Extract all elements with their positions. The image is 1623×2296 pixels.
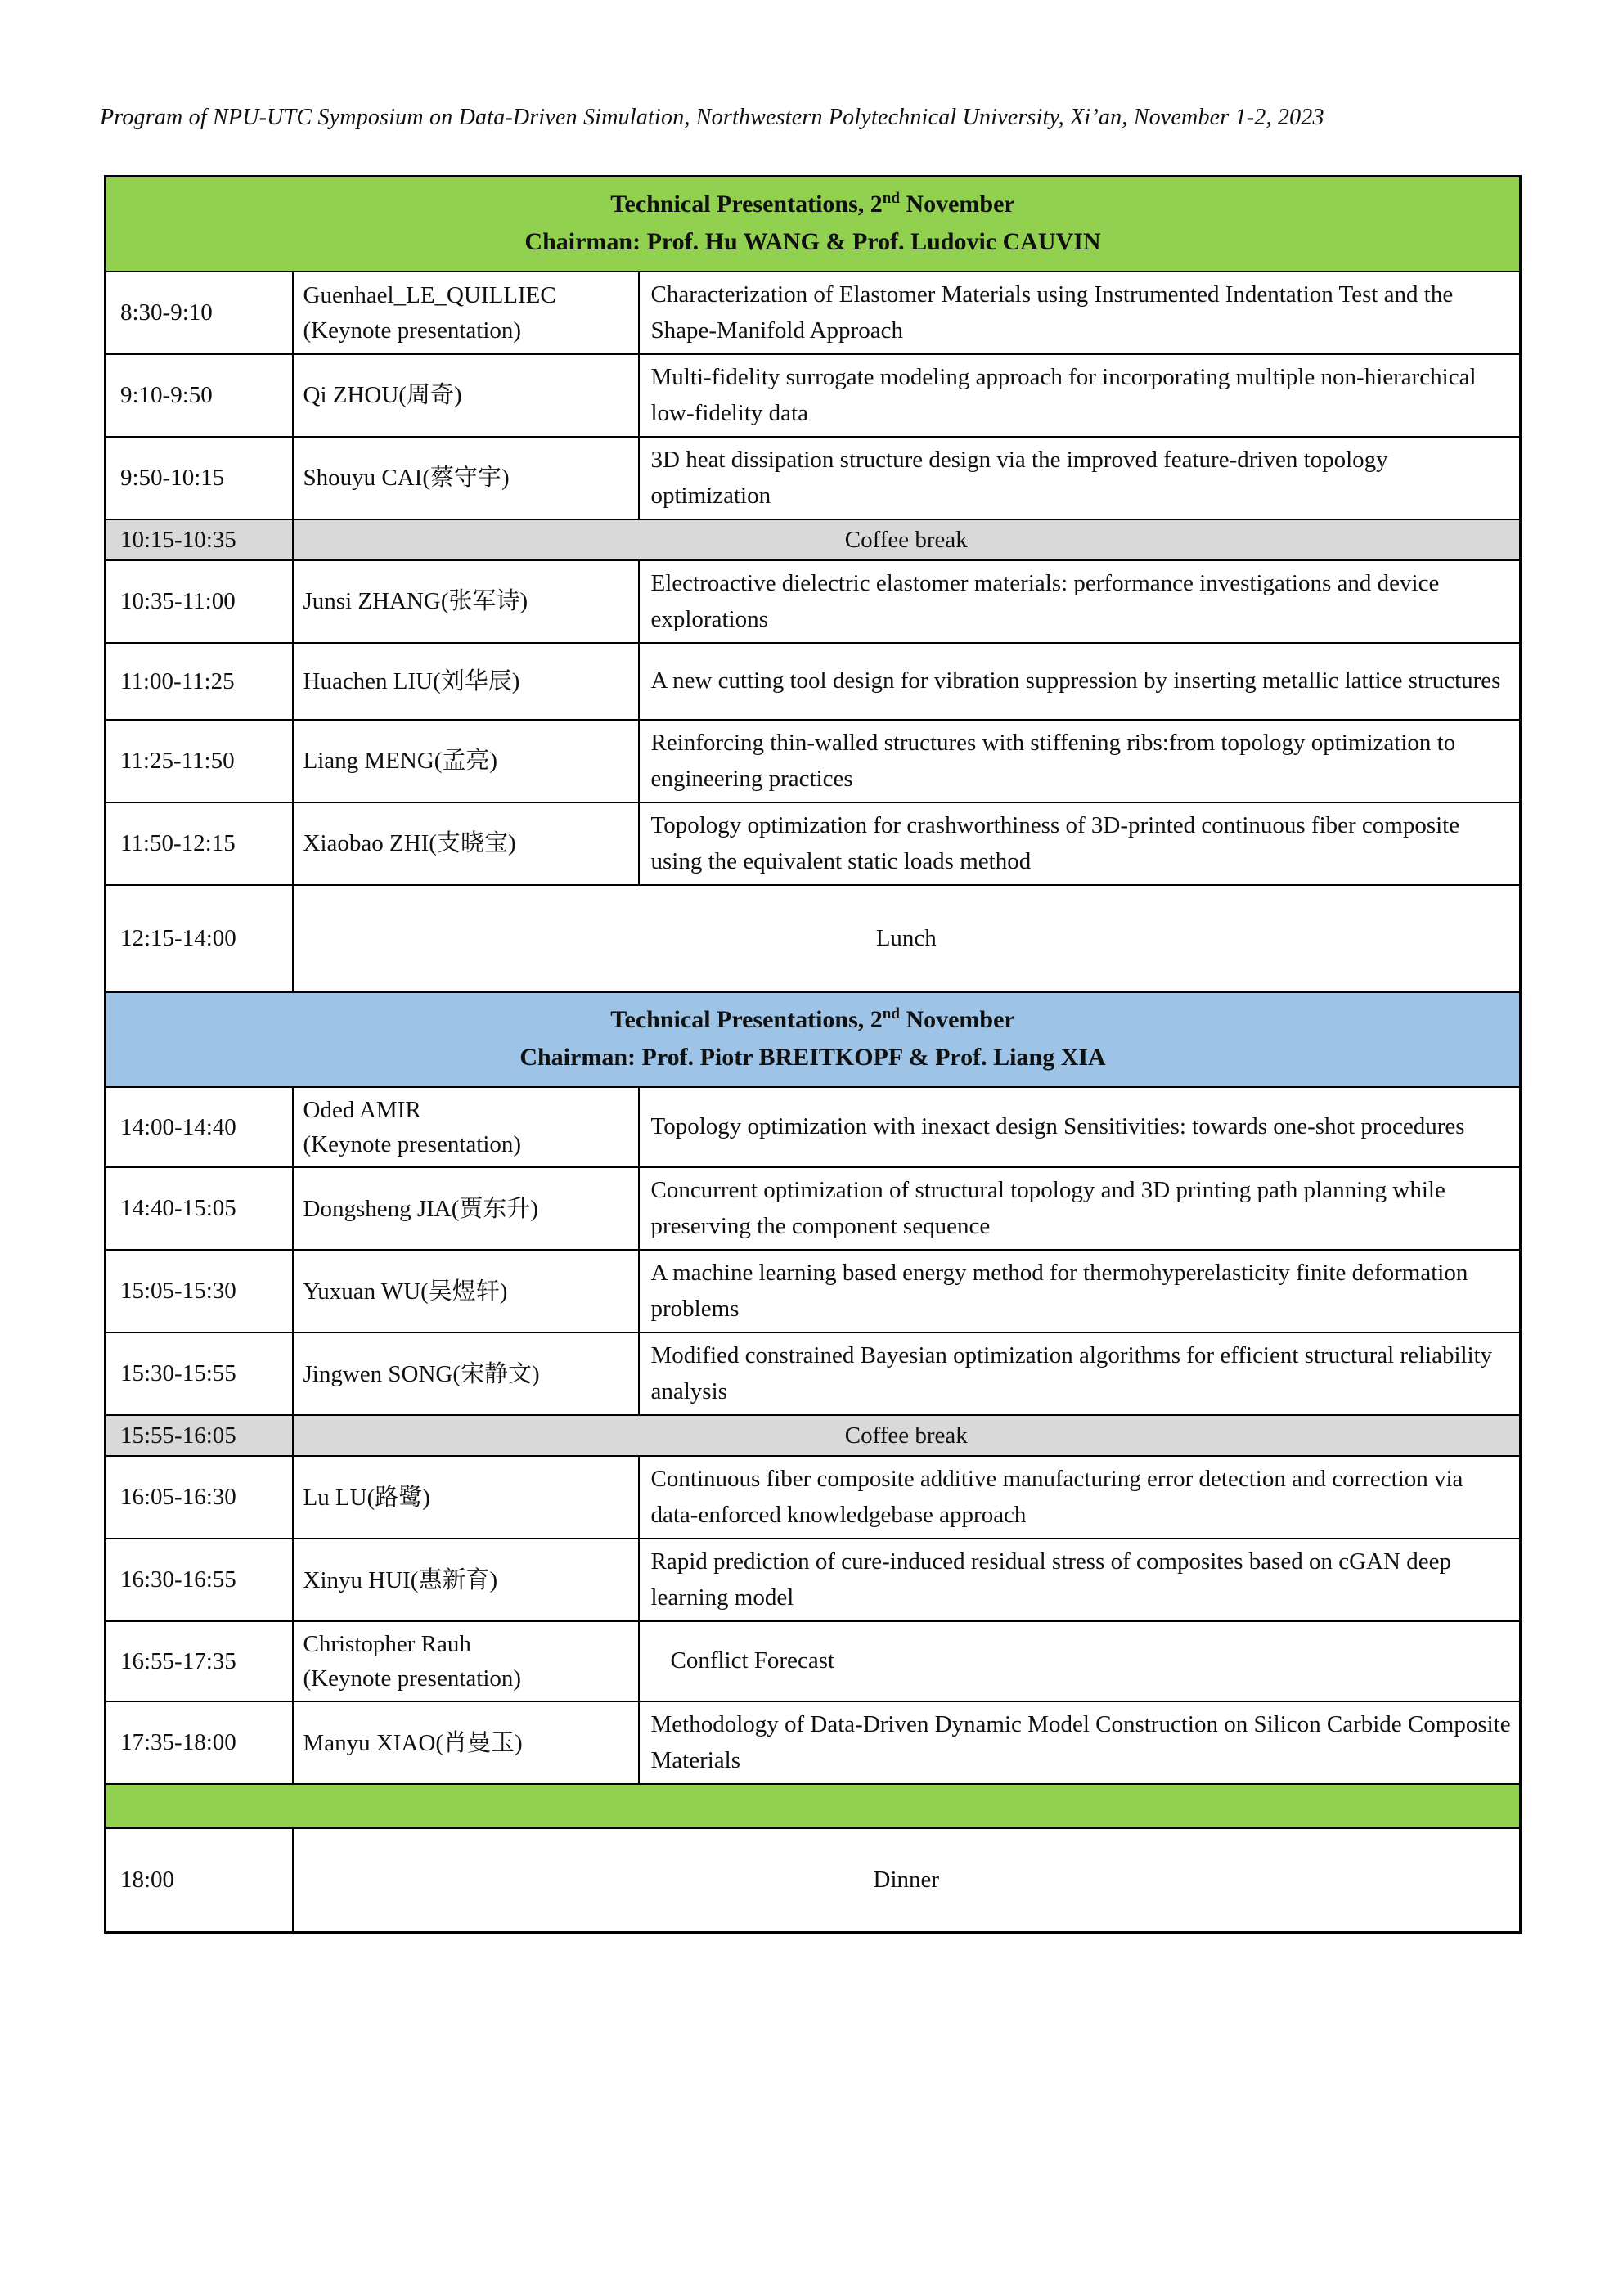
table-row (106, 1621, 1521, 1701)
table-row (106, 437, 1521, 519)
speaker-name: Lu LU(路鹭) (303, 1484, 430, 1511)
talk-title-cell: 3D heat dissipation structure design via the improved feature-driven topology optimization (639, 437, 1521, 519)
speaker-cell (293, 1087, 639, 1167)
time-cell: 16:30-16:55 (106, 1539, 293, 1621)
session1-title (106, 186, 1519, 223)
talk-title-cell: Characterization of Elastomer Materials using Instrumented Indentation Test and the Shape-Manifold Approach (639, 272, 1521, 354)
talk-title-cell: Electroactive dielectric elastomer materials: performance investigations and device explorations (639, 560, 1521, 643)
speaker-name: Huachen LIU(刘华辰) (303, 667, 520, 694)
speaker-name: Xinyu HUI(惠新育) (303, 1566, 498, 1593)
speaker-note: (Keynote presentation) (303, 317, 522, 344)
time-cell: 10:15-10:35 (106, 519, 293, 560)
time-cell: 14:00-14:40 (106, 1087, 293, 1167)
time-cell: 16:05-16:30 (106, 1456, 293, 1539)
time-cell: 8:30-9:10 (106, 272, 293, 354)
talk-title-cell: Concurrent optimization of structural topology and 3D printing path planning while preserving the component sequence (639, 1167, 1521, 1250)
time-cell: 14:40-15:05 (106, 1167, 293, 1250)
speaker-name: Guenhael_LE_QUILLIEC (303, 282, 556, 309)
table-row (106, 1087, 1521, 1167)
table-row (106, 720, 1521, 802)
break-label-cell: Coffee break (293, 519, 1521, 560)
coffee-break-row (106, 519, 1521, 560)
table-row (106, 1539, 1521, 1621)
green-spacer-row (106, 1784, 1521, 1828)
speaker-cell (293, 1701, 639, 1784)
session2-title-sup: nd (882, 1005, 900, 1022)
speaker-cell (293, 560, 639, 643)
lunch-row (106, 885, 1521, 992)
session1-title-suffix: November (899, 191, 1015, 218)
time-cell: 10:35-11:00 (106, 560, 293, 643)
time-cell: 11:00-11:25 (106, 643, 293, 720)
speaker-cell (293, 720, 639, 802)
session2-chairman: Chairman: Prof. Piotr BREITKOPF & Prof. Liang XIA (519, 1044, 1106, 1071)
speaker-note: (Keynote presentation) (303, 1131, 522, 1158)
speaker-name: Christopher Rauh (303, 1631, 471, 1658)
talk-title-cell: Topology optimization for crashworthiness of 3D-printed continuous fiber composite using the equivalent static loads method (639, 802, 1521, 885)
time-cell: 15:55-16:05 (106, 1415, 293, 1456)
table-row (106, 802, 1521, 885)
talk-title-cell: Conflict Forecast (639, 1621, 1521, 1701)
speaker-cell (293, 1456, 639, 1539)
document-header: Program of NPU-UTC Symposium on Data-Driven Simulation, Northwestern Polytechnical University, Xi’an, November 1-2, 2023 (100, 105, 1324, 130)
time-cell: 18:00 (106, 1828, 293, 1932)
speaker-name: Jingwen SONG(宋静文) (303, 1360, 540, 1387)
speaker-name: Liang MENG(孟亮) (303, 748, 498, 775)
talk-title-cell: Reinforcing thin-walled structures with stiffening ribs:from topology optimization to engineering practices (639, 720, 1521, 802)
time-cell: 11:50-12:15 (106, 802, 293, 885)
time-cell: 12:15-14:00 (106, 885, 293, 992)
speaker-cell (293, 643, 639, 720)
session2-title (106, 1001, 1519, 1039)
talk-title-cell: Rapid prediction of cure-induced residual stress of composites based on cGAN deep learning model (639, 1539, 1521, 1621)
table-row (106, 1701, 1521, 1784)
session1-chairman: Chairman: Prof. Hu WANG & Prof. Ludovic CAUVIN (524, 228, 1101, 255)
speaker-name: Shouyu CAI(蔡守宇) (303, 465, 510, 492)
dinner-row (106, 1828, 1521, 1932)
time-cell: 9:10-9:50 (106, 354, 293, 437)
talk-title-cell: Multi-fidelity surrogate modeling approach for incorporating multiple non-hierarchical low-fidelity data (639, 354, 1521, 437)
talk-title-cell: Topology optimization with inexact design Sensitivities: towards one-shot procedures (639, 1087, 1521, 1167)
speaker-cell (293, 354, 639, 437)
table-row (106, 643, 1521, 720)
talk-title-cell: Continuous fiber composite additive manufacturing error detection and correction via data-enforced knowledgebase approach (639, 1456, 1521, 1539)
table-row (106, 272, 1521, 354)
table-row (106, 1250, 1521, 1332)
session2-title-prefix: Technical Presentations, 2 (610, 1006, 883, 1033)
speaker-name: Yuxuan WU(吴煜轩) (303, 1278, 508, 1305)
speaker-cell (293, 802, 639, 885)
speaker-note: (Keynote presentation) (303, 1665, 522, 1692)
speaker-cell (293, 1167, 639, 1250)
lunch-label-cell: Lunch (293, 885, 1521, 992)
session1-header-row (106, 177, 1521, 272)
session1-header-cell (106, 177, 1521, 272)
break-label-cell: Coffee break (293, 1415, 1521, 1456)
coffee-break-row (106, 1415, 1521, 1456)
dinner-label-cell: Dinner (293, 1828, 1521, 1932)
talk-title-cell: A machine learning based energy method for thermohyperelasticity finite deformation problems (639, 1250, 1521, 1332)
speaker-cell (293, 1539, 639, 1621)
time-cell: 17:35-18:00 (106, 1701, 293, 1784)
session1-title-sup: nd (882, 190, 900, 207)
session1-title-prefix: Technical Presentations, 2 (610, 191, 883, 218)
speaker-cell (293, 272, 639, 354)
speaker-name: Dongsheng JIA(贾东升) (303, 1195, 539, 1222)
program-schedule-table (104, 175, 1522, 1934)
speaker-name: Junsi ZHANG(张军诗) (303, 588, 528, 615)
speaker-cell (293, 1621, 639, 1701)
table-row (106, 1167, 1521, 1250)
table-row (106, 354, 1521, 437)
table-row (106, 1456, 1521, 1539)
speaker-name: Xiaobao ZHI(支晓宝) (303, 830, 516, 857)
table-row (106, 1332, 1521, 1415)
session2-header-cell (106, 992, 1521, 1087)
speaker-cell (293, 1332, 639, 1415)
speaker-name: Manyu XIAO(肖曼玉) (303, 1729, 523, 1756)
time-cell: 11:25-11:50 (106, 720, 293, 802)
speaker-cell (293, 1250, 639, 1332)
talk-title-cell: A new cutting tool design for vibration suppression by inserting metallic lattice structures (639, 643, 1521, 720)
time-cell: 16:55-17:35 (106, 1621, 293, 1701)
session2-title-suffix: November (899, 1006, 1015, 1033)
time-cell: 9:50-10:15 (106, 437, 293, 519)
speaker-name: Qi ZHOU(周奇) (303, 382, 462, 409)
time-cell: 15:30-15:55 (106, 1332, 293, 1415)
green-spacer-cell (106, 1784, 1521, 1828)
table-row (106, 560, 1521, 643)
talk-title-cell: Modified constrained Bayesian optimization algorithms for efficient structural reliability analysis (639, 1332, 1521, 1415)
time-cell: 15:05-15:30 (106, 1250, 293, 1332)
speaker-name: Oded AMIR (303, 1097, 421, 1123)
session2-header-row (106, 992, 1521, 1087)
talk-title-cell: Methodology of Data-Driven Dynamic Model Construction on Silicon Carbide Composite Materials (639, 1701, 1521, 1784)
speaker-cell (293, 437, 639, 519)
